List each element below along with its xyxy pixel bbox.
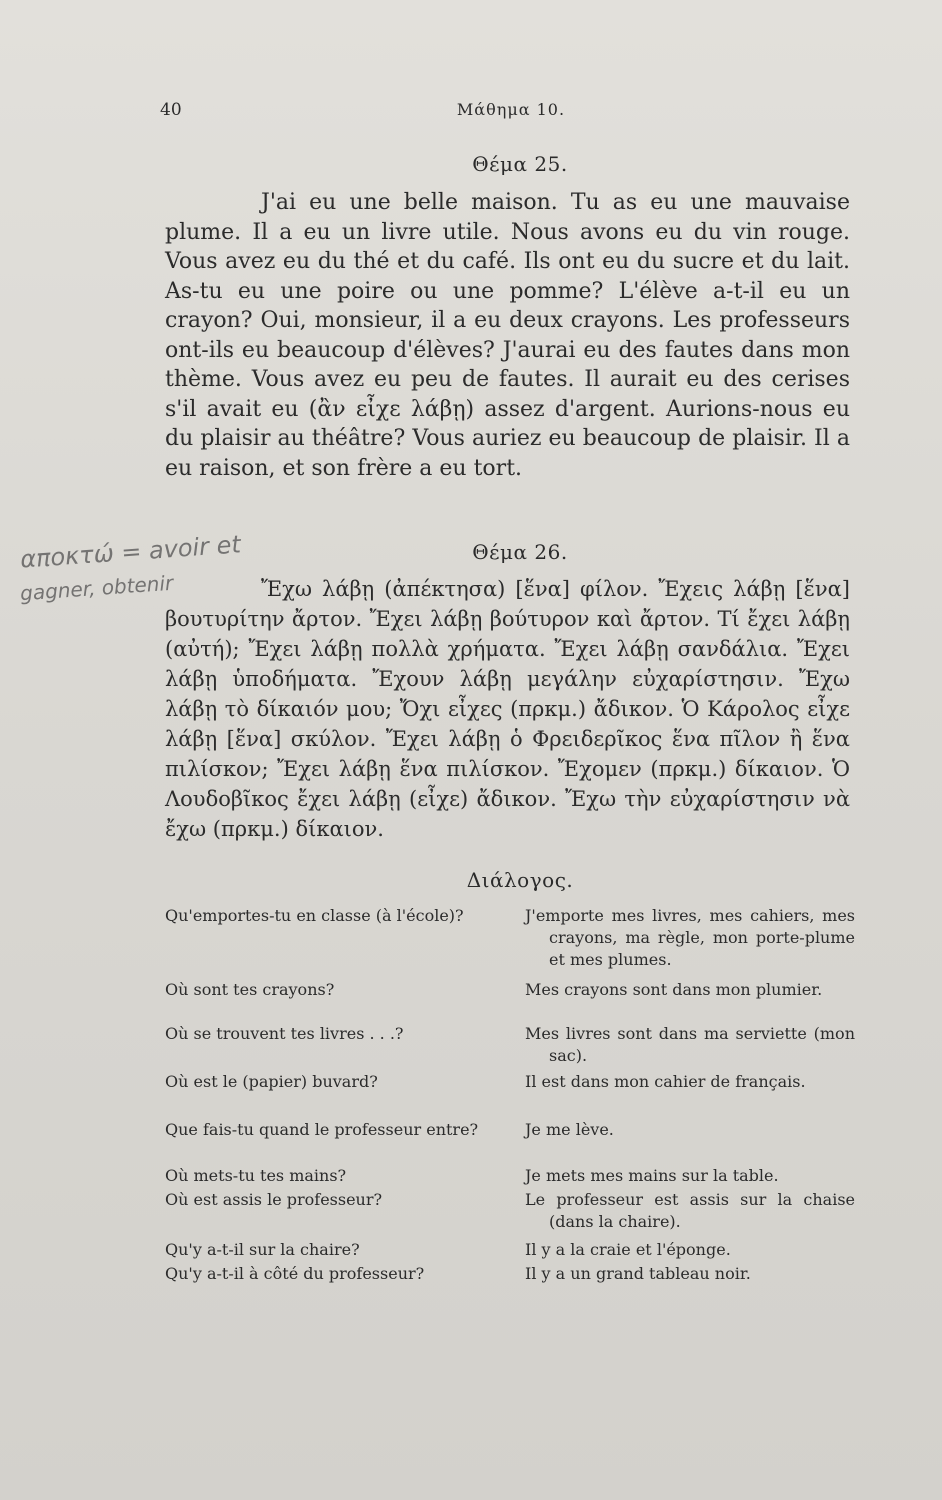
dialogue-question: Que fais-tu quand le professeur entre?	[165, 1120, 479, 1139]
dialogue-question: Où est assis le professeur?	[165, 1190, 383, 1209]
dialogue-question: Où est le (papier) buvard?	[165, 1072, 378, 1091]
page-number: 40	[160, 100, 182, 120]
handwritten-annotation-line2: gagner, obtenir	[19, 570, 174, 606]
dialogue-question: Où se trouvent tes livres . . .?	[165, 1024, 404, 1043]
dialogue-row	[165, 1263, 855, 1287]
theme-25-text: J'ai eu une belle maison. Tu as eu une mauvaise plume. Il a eu un livre utile. Nous avons eu du vin rouge. Vous avez eu du thé et du café. Ils ont eu du sucre et du lait. As-tu eu une poire ou une pomme? L'élève a-t-il eu un crayon? Oui, monsieur, il a eu deux crayons. Les professeurs ont-ils eu beaucoup d'élèves? J'aurai eu des fautes dans mon thème. Vous avez eu peu de fautes. Il aurait eu des cerises s'il avait eu (ἂν εἶχε λάβῃ) assez d'argent. Aurions-nous eu du plaisir au théâtre? Vous auriez eu beaucoup de plaisir. Il a eu raison, et son frère a eu tort.	[165, 190, 850, 481]
dialogue-heading: Διάλογος.	[466, 868, 574, 892]
dialogue-answer: Je me lève.	[525, 1120, 614, 1139]
dialogue-answer: Le professeur est assis sur la chaise (dans la chaire).	[525, 1190, 855, 1231]
dialogue-row	[165, 1165, 855, 1189]
theme-25-heading: Θέμα 25.	[472, 152, 568, 176]
theme-26-heading: Θέμα 26.	[472, 540, 568, 564]
handwritten-annotation-line1: αποκτώ = avoir et	[19, 530, 242, 574]
theme-26-text: Ἔχω λάβῃ (ἀπέκτησα) [ἕνα] φίλον. Ἔχεις λάβῃ [ἕνα] βουτυρίτην ἄρτον. Ἔχει λάβῃ βούτυρον καὶ ἄρτον. Τί ἔχει λάβῃ (αὐτή); Ἔχει λάβῃ πολλὰ χρήματα. Ἔχει λάβῃ σανδάλια. Ἔχει λάβῃ ὑποδήματα. Ἔχουν λάβῃ μεγάλην εὐχαρίστησιν. Ἔχω λάβῃ τὸ δίκαιόν μου; Ὄχι εἶχες (πρκμ.) ἄδικον. Ὁ Κάρολος εἶχε λάβῃ [ἕνα] σκύλον. Ἔχει λάβῃ ὁ Φρειδερῖκος ἕνα πῖλον ἢ ἕνα πιλίσκον; Ἔχει λάβῃ ἕνα πιλίσκον. Ἔχομεν (πρκμ.) δίκαιον. Ὁ Λουδοβῖκος ἔχει λάβῃ (εἶχε) ἄδικον. Ἔχω τὴν εὐχαρίστησιν νὰ ἔχω (πρκμ.) δίκαιον.	[165, 577, 850, 841]
dialogue-row	[165, 1239, 855, 1263]
dialogue-row	[165, 1119, 855, 1165]
dialogue-answer: Il est dans mon cahier de français.	[525, 1072, 806, 1091]
page-header	[160, 100, 862, 130]
dialogue-row	[165, 905, 855, 979]
dialogue-answer: Mes livres sont dans ma serviette (mon sac).	[525, 1024, 855, 1065]
dialogue-row	[165, 1189, 855, 1239]
dialogue-row	[165, 1023, 855, 1071]
dialogue-question: Qu'emportes-tu en classe (à l'école)?	[165, 906, 464, 925]
dialogue-question: Où sont tes crayons?	[165, 980, 335, 999]
dialogue-question: Qu'y a-t-il sur la chaire?	[165, 1240, 360, 1259]
dialogue-question: Où mets-tu tes mains?	[165, 1166, 347, 1185]
dialogue-row	[165, 1071, 855, 1119]
dialogue-answer: J'emporte mes livres, mes cahiers, mes crayons, ma règle, mon porte-plume et mes plumes.	[525, 906, 855, 969]
dialogue-table	[165, 905, 855, 1287]
dialogue-question: Qu'y a-t-il à côté du professeur?	[165, 1264, 425, 1283]
lesson-title: Μάθημα 10.	[456, 100, 566, 119]
dialogue-row	[165, 979, 855, 1023]
dialogue-answer: Je mets mes mains sur la table.	[525, 1166, 779, 1185]
dialogue-answer: Mes crayons sont dans mon plumier.	[525, 980, 823, 999]
dialogue-answer: Il y a un grand tableau noir.	[525, 1264, 751, 1283]
dialogue-answer: Il y a la craie et l'éponge.	[525, 1240, 731, 1259]
